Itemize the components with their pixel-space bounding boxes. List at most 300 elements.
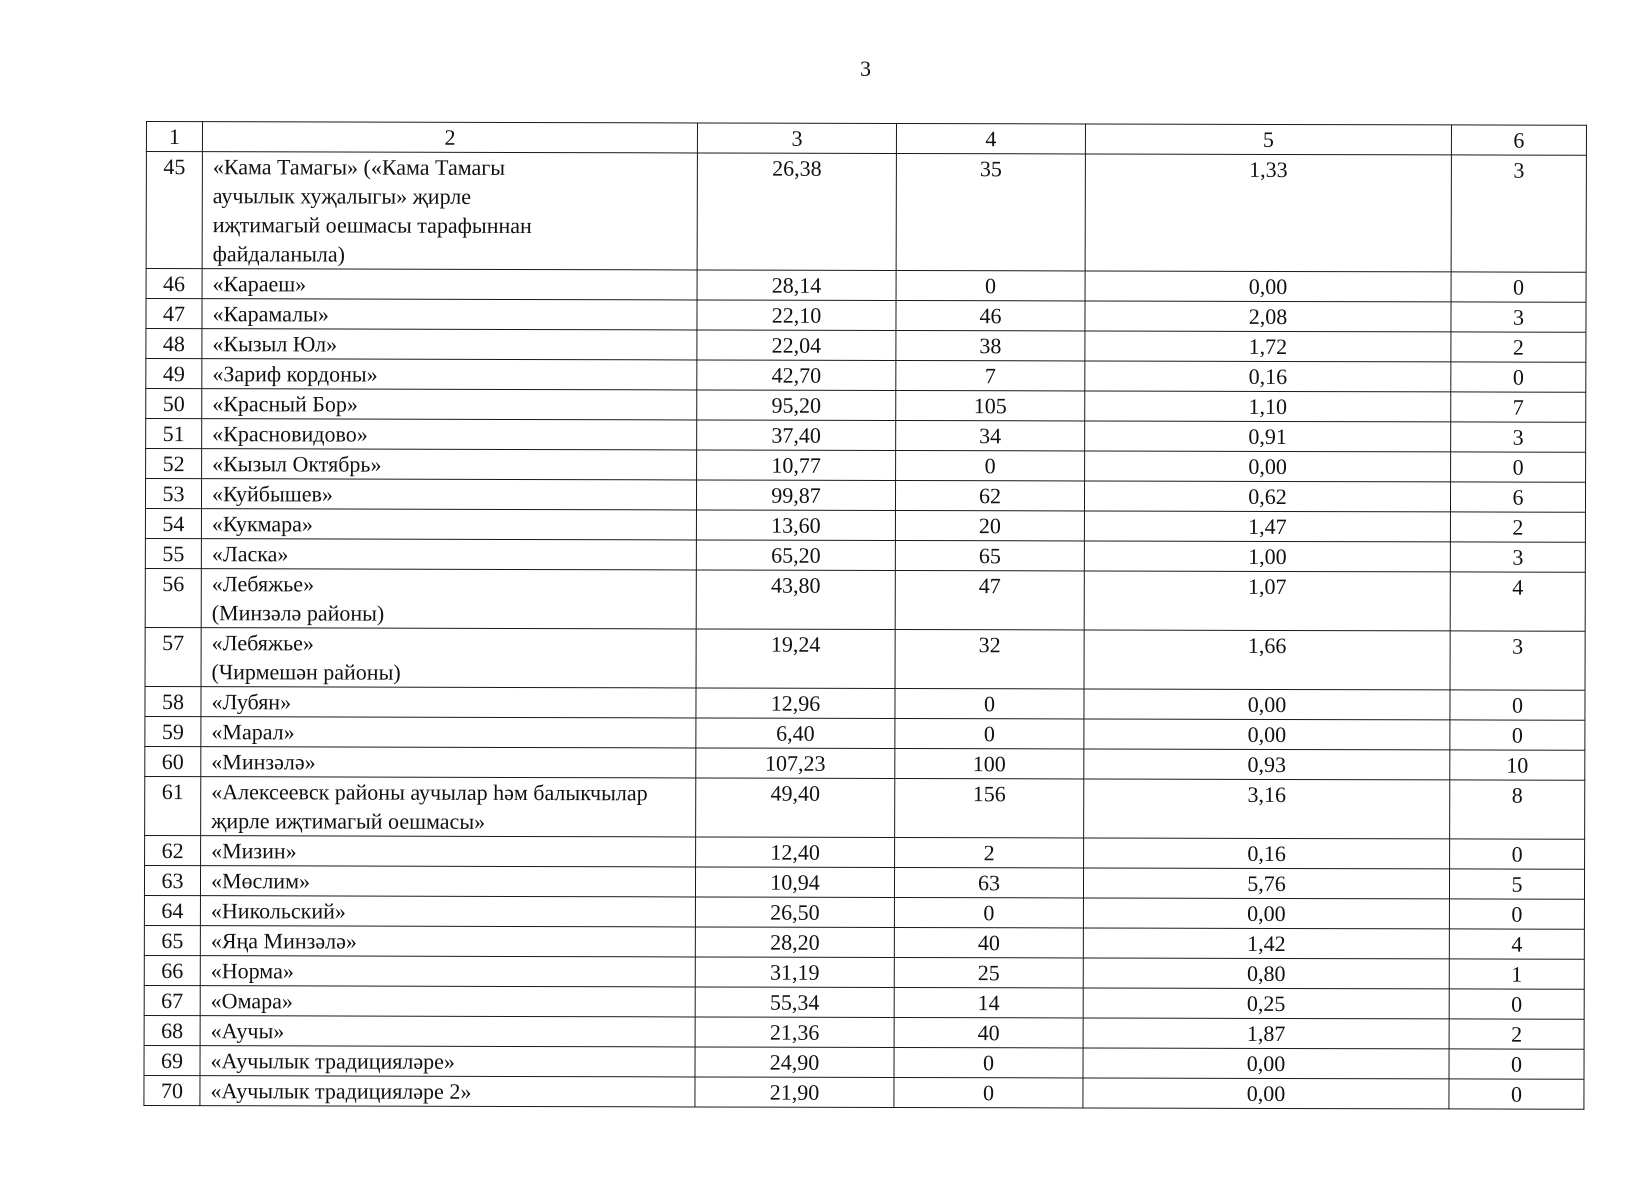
column-4-cell-text: 0 xyxy=(985,273,997,299)
column-6-cell xyxy=(1450,780,1585,839)
column-5-cell-text: 1,47 xyxy=(1248,513,1287,539)
column-3-cell xyxy=(696,837,895,868)
name-cell-text: «Аучылык традицияләре» xyxy=(210,1048,455,1074)
column-5-cell-text: 0,00 xyxy=(1248,453,1287,479)
name-cell xyxy=(202,449,697,480)
column-3-cell-text: 6,40 xyxy=(776,720,815,746)
column-6-cell-text: 1 xyxy=(1511,961,1523,987)
name-cell-text: «Марал» xyxy=(211,719,295,745)
column-3-cell xyxy=(697,153,896,271)
column-3-cell xyxy=(696,629,895,689)
column-3-cell-text: 21,36 xyxy=(769,1019,820,1045)
column-3-cell-text: 49,40 xyxy=(770,780,821,806)
column-3-cell xyxy=(696,480,895,511)
column-5-cell xyxy=(1083,1048,1449,1079)
table-row xyxy=(146,389,1586,423)
column-4-cell-text: 156 xyxy=(972,781,1006,807)
column-6-cell-text: 0 xyxy=(1511,692,1524,718)
column-5-cell-text: 0,16 xyxy=(1247,840,1286,866)
column-4-cell-text: 62 xyxy=(978,483,1002,509)
column-5-cell xyxy=(1083,988,1449,1019)
column-5-cell-text: 1,33 xyxy=(1249,156,1288,182)
table-row xyxy=(144,1045,1584,1079)
row-number-cell xyxy=(146,329,202,359)
name-cell-text: «Ласка» xyxy=(211,541,289,567)
row-number-cell xyxy=(145,776,201,835)
column-4-cell xyxy=(896,360,1085,390)
column-6-cell xyxy=(1450,750,1585,780)
column-4-cell-text: 25 xyxy=(977,960,1000,986)
column-5-cell-text: 1,42 xyxy=(1247,930,1286,956)
row-number-cell xyxy=(146,299,202,329)
name-cell xyxy=(201,569,696,629)
column-6-cell xyxy=(1451,392,1586,422)
table-row xyxy=(144,925,1584,959)
row-number-cell-text: 58 xyxy=(161,689,185,715)
column-6-cell xyxy=(1449,1049,1584,1079)
column-4-cell xyxy=(894,987,1083,1017)
column-6-cell-text: 0 xyxy=(1511,722,1523,748)
name-cell xyxy=(202,152,697,270)
column-5-cell-text: 2,08 xyxy=(1248,303,1288,329)
name-cell-text: «Кама Тамагы» («Кама Тамагы аучылык хуҗалыгы» җирле иҗтимагый оешмасы тарафыннан файдаланыла) xyxy=(212,154,532,267)
column-3-cell-text: 95,20 xyxy=(771,392,822,418)
column-4-cell xyxy=(895,540,1084,570)
row-number-cell xyxy=(146,449,202,479)
column-5-cell xyxy=(1085,331,1451,362)
row-number-cell xyxy=(145,746,201,776)
name-cell-text: «Караеш» xyxy=(212,271,307,297)
column-6-cell-text: 0 xyxy=(1511,841,1523,867)
data-table-container xyxy=(143,121,1587,1110)
column-4-cell-text: 0 xyxy=(983,691,996,717)
column-5-cell-text: 3,16 xyxy=(1247,781,1287,807)
column-6-cell-text: 3 xyxy=(1512,544,1524,570)
row-number-cell xyxy=(144,955,200,985)
table-header-row xyxy=(146,122,1586,156)
column-5-cell xyxy=(1084,838,1450,869)
column-5-cell-text: 0,16 xyxy=(1248,363,1288,389)
column-5-cell xyxy=(1084,719,1450,750)
column-4-cell-text: 63 xyxy=(977,870,1001,896)
row-number-cell-text: 51 xyxy=(162,421,185,447)
column-5-cell-text: 0,62 xyxy=(1248,483,1287,509)
column-6-cell xyxy=(1450,690,1585,720)
column-3-cell xyxy=(695,927,894,958)
name-cell-text: «Мизин» xyxy=(211,838,297,864)
column-header: 4 xyxy=(896,123,1085,153)
column-4-cell-text: 65 xyxy=(978,543,1001,569)
column-3-cell xyxy=(697,360,896,391)
column-3-cell xyxy=(697,300,896,331)
name-cell-text: «Кукмара» xyxy=(211,511,313,537)
row-number-cell xyxy=(144,1045,200,1075)
column-4-cell-text: 32 xyxy=(978,632,1001,658)
column-3-cell-text: 42,70 xyxy=(771,362,822,388)
column-6-cell xyxy=(1450,631,1585,690)
column-5-cell-text: 0,25 xyxy=(1246,990,1286,1016)
column-4-cell xyxy=(896,153,1085,270)
column-5-cell-text: 0,00 xyxy=(1247,721,1287,747)
column-4-cell xyxy=(894,957,1083,987)
column-6-cell-text: 0 xyxy=(1512,364,1524,390)
name-cell xyxy=(201,836,696,867)
name-cell xyxy=(201,479,696,510)
column-5-cell xyxy=(1083,928,1449,959)
column-4-cell-text: 46 xyxy=(979,303,1002,329)
row-number-cell-text: 63 xyxy=(161,868,184,894)
column-6-cell xyxy=(1450,512,1585,542)
name-cell xyxy=(201,717,696,748)
column-6-cell xyxy=(1451,422,1586,452)
row-number-cell-text: 65 xyxy=(161,928,184,954)
name-cell xyxy=(202,299,697,330)
name-cell xyxy=(201,777,696,837)
data-table xyxy=(143,121,1587,1110)
column-6-cell xyxy=(1451,302,1586,332)
column-3-cell xyxy=(697,330,896,361)
table-row xyxy=(145,538,1585,572)
column-4-cell xyxy=(895,688,1084,718)
table-row xyxy=(146,152,1586,273)
column-6-cell-text: 0 xyxy=(1511,991,1523,1017)
name-cell-text: «Никольский» xyxy=(210,898,346,924)
column-5-cell xyxy=(1084,749,1450,780)
column-3-cell xyxy=(695,1047,894,1078)
column-3-cell xyxy=(696,688,895,719)
row-number-cell xyxy=(145,538,201,568)
column-3-cell-text: 12,96 xyxy=(770,690,821,716)
name-cell xyxy=(201,628,696,688)
column-3-cell-text: 65,20 xyxy=(771,542,821,568)
table-row xyxy=(146,329,1586,363)
column-5-cell-text: 1,07 xyxy=(1248,573,1287,599)
column-3-cell-text: 31,19 xyxy=(769,959,820,985)
name-cell-text: «Лебяжье» (Минзәлә районы) xyxy=(211,571,385,626)
column-3-cell xyxy=(695,987,894,1018)
name-cell xyxy=(201,539,696,570)
row-number-cell xyxy=(145,627,201,686)
column-6-cell xyxy=(1450,572,1585,631)
name-cell-text: «Карамалы» xyxy=(212,301,329,327)
column-5-cell-text: 0,00 xyxy=(1246,1050,1286,1076)
column-4-cell-text: 34 xyxy=(979,423,1002,449)
column-5-cell xyxy=(1084,541,1450,572)
column-6-cell xyxy=(1451,452,1586,482)
column-4-cell-text: 0 xyxy=(983,721,995,747)
row-number-cell-text: 67 xyxy=(161,988,184,1014)
column-3-cell xyxy=(696,748,895,779)
row-number-cell-text: 53 xyxy=(162,481,185,507)
column-6-cell xyxy=(1451,332,1586,362)
column-4-cell-text: 38 xyxy=(979,333,1002,359)
column-3-cell xyxy=(696,778,895,838)
name-cell xyxy=(200,866,695,897)
name-cell xyxy=(202,419,697,450)
column-5-cell xyxy=(1084,689,1450,720)
column-5-cell-text: 0,00 xyxy=(1247,691,1287,717)
column-6-cell xyxy=(1449,929,1584,959)
name-cell-text: «Омара» xyxy=(210,988,293,1014)
name-cell xyxy=(200,1016,695,1047)
row-number-cell-text: 47 xyxy=(162,301,186,327)
row-number-cell-text: 56 xyxy=(162,571,185,597)
column-6-cell-text: 10 xyxy=(1506,752,1529,778)
column-4-cell-text: 7 xyxy=(984,363,996,389)
row-number-cell-text: 49 xyxy=(162,361,185,387)
column-4-cell xyxy=(896,420,1085,450)
column-6-cell xyxy=(1449,1079,1584,1109)
table-row xyxy=(144,1015,1584,1049)
column-5-cell-text: 5,76 xyxy=(1247,870,1286,896)
name-cell-text: «Яңа Минзәлә» xyxy=(210,928,357,954)
table-row xyxy=(145,508,1585,542)
row-number-cell xyxy=(146,152,202,269)
column-6-cell xyxy=(1449,1019,1584,1049)
name-cell xyxy=(201,747,696,778)
column-4-cell xyxy=(896,300,1085,330)
column-3-cell-text: 26,38 xyxy=(772,155,822,181)
column-3-cell-text: 22,04 xyxy=(771,332,822,358)
column-3-cell xyxy=(697,420,896,451)
column-3-cell xyxy=(696,718,895,749)
column-5-cell-text: 0,93 xyxy=(1247,751,1287,777)
name-cell-text: «Норма» xyxy=(210,958,294,984)
table-row xyxy=(146,449,1586,483)
row-number-cell-text: 59 xyxy=(161,719,184,745)
name-cell xyxy=(200,986,695,1017)
column-4-cell-text: 40 xyxy=(977,930,1000,956)
column-4-cell xyxy=(895,837,1084,867)
row-number-cell xyxy=(146,389,202,419)
name-cell xyxy=(202,329,697,360)
column-5-cell-text: 1,72 xyxy=(1248,333,1288,359)
row-number-cell xyxy=(145,479,201,509)
column-6-cell-text: 4 xyxy=(1511,931,1523,957)
column-3-cell-text: 12,40 xyxy=(770,839,820,865)
column-4-cell-text: 0 xyxy=(983,900,995,926)
column-4-cell xyxy=(894,897,1083,927)
column-6-cell-text: 2 xyxy=(1511,1021,1523,1047)
row-number-cell-text: 50 xyxy=(162,391,185,417)
name-cell xyxy=(200,926,695,957)
column-5-cell xyxy=(1083,1078,1449,1109)
column-4-cell xyxy=(895,748,1084,778)
column-6-cell-text: 3 xyxy=(1513,157,1525,183)
table-row xyxy=(146,269,1586,303)
column-4-cell-text: 105 xyxy=(973,393,1007,419)
column-3-cell-text: 10,77 xyxy=(771,452,821,478)
table-row xyxy=(145,776,1585,839)
column-4-cell-text: 0 xyxy=(982,1080,994,1106)
column-3-cell-text: 37,40 xyxy=(771,422,821,448)
column-5-cell-text: 1,66 xyxy=(1247,632,1287,658)
column-3-cell xyxy=(695,957,894,988)
column-4-cell xyxy=(894,1047,1083,1077)
row-number-cell xyxy=(146,269,202,299)
column-3-cell-text: 24,90 xyxy=(769,1049,820,1075)
column-5-cell-text: 0,00 xyxy=(1247,900,1286,926)
column-5-cell-text: 0,00 xyxy=(1248,273,1288,299)
column-6-cell-text: 0 xyxy=(1511,901,1523,927)
name-cell-text: «Лубян» xyxy=(211,689,292,715)
column-5-cell-text: 0,91 xyxy=(1248,423,1287,449)
column-5-cell-text: 1,00 xyxy=(1248,543,1287,569)
column-3-cell-text: 26,50 xyxy=(770,899,820,925)
row-number-cell-text: 62 xyxy=(161,838,184,864)
column-3-cell-text: 107,23 xyxy=(765,750,826,776)
column-5-cell xyxy=(1085,391,1451,422)
row-number-cell-text: 70 xyxy=(160,1078,183,1104)
name-cell-text: «Аучылык традицияләре 2» xyxy=(210,1078,472,1104)
name-cell xyxy=(200,1076,695,1107)
row-number-cell-text: 66 xyxy=(161,958,184,984)
table-row xyxy=(144,865,1584,899)
table-row xyxy=(144,955,1584,989)
column-5-cell xyxy=(1085,421,1451,452)
column-3-cell-text: 19,24 xyxy=(770,631,821,657)
row-number-cell-text: 46 xyxy=(163,271,186,297)
column-4-cell xyxy=(896,270,1085,300)
column-5-cell xyxy=(1084,511,1450,542)
column-4-cell-text: 100 xyxy=(972,751,1006,777)
name-cell xyxy=(200,956,695,987)
column-6-cell xyxy=(1451,362,1586,392)
column-4-cell-text: 35 xyxy=(979,156,1002,182)
name-cell xyxy=(201,687,696,718)
column-5-cell-text: 1,10 xyxy=(1248,393,1288,419)
column-6-cell xyxy=(1450,542,1585,572)
column-6-cell xyxy=(1450,839,1585,869)
table-row xyxy=(146,299,1586,333)
column-6-cell-text: 5 xyxy=(1511,871,1523,897)
name-cell-text: «Кызыл Октябрь» xyxy=(212,451,382,477)
row-number-cell-text: 55 xyxy=(162,541,185,567)
row-number-cell-text: 57 xyxy=(162,630,185,656)
column-3-cell-text: 55,34 xyxy=(769,989,820,1015)
column-4-cell xyxy=(896,390,1085,420)
name-cell xyxy=(201,509,696,540)
table-row xyxy=(144,1075,1584,1109)
column-header: 5 xyxy=(1085,124,1451,155)
column-5-cell xyxy=(1085,154,1451,272)
table-row xyxy=(144,985,1584,1019)
column-header: 1 xyxy=(146,122,202,152)
column-4-cell xyxy=(896,450,1085,480)
column-4-cell xyxy=(895,778,1084,837)
column-4-cell xyxy=(895,480,1084,510)
column-4-cell xyxy=(895,510,1084,540)
row-number-cell xyxy=(145,508,201,538)
name-cell xyxy=(200,1046,695,1077)
name-cell xyxy=(202,389,697,420)
name-cell xyxy=(202,269,697,300)
name-cell-text: «Мөслим» xyxy=(210,868,311,894)
row-number-cell-text: 52 xyxy=(162,451,185,477)
column-5-cell xyxy=(1083,898,1449,929)
column-3-cell xyxy=(695,1077,894,1108)
table-row xyxy=(145,568,1585,631)
column-4-cell-text: 40 xyxy=(977,1020,1000,1046)
name-cell-text: «Зариф кордоны» xyxy=(212,361,378,387)
column-6-cell-text: 2 xyxy=(1512,334,1524,360)
table-row xyxy=(144,895,1584,929)
row-number-cell-text: 68 xyxy=(161,1018,184,1044)
column-6-cell-text: 0 xyxy=(1512,454,1524,480)
column-6-cell xyxy=(1449,989,1584,1019)
row-number-cell xyxy=(146,419,202,449)
table-row xyxy=(146,359,1586,393)
row-number-cell-text: 61 xyxy=(161,779,184,805)
column-3-cell xyxy=(697,390,896,421)
column-5-cell-text: 1,87 xyxy=(1246,1020,1286,1046)
column-6-cell-text: 8 xyxy=(1511,782,1523,808)
column-4-cell xyxy=(895,718,1084,748)
row-number-cell-text: 54 xyxy=(162,511,185,537)
row-number-cell-text: 48 xyxy=(162,331,185,357)
column-6-cell xyxy=(1450,482,1585,512)
column-6-cell xyxy=(1449,959,1584,989)
column-5-cell xyxy=(1083,1018,1449,1049)
table-row xyxy=(145,479,1585,513)
row-number-cell xyxy=(144,1075,200,1105)
column-3-cell-text: 43,80 xyxy=(771,572,821,598)
column-5-cell xyxy=(1085,271,1451,302)
column-6-cell-text: 6 xyxy=(1512,484,1524,510)
row-number-cell xyxy=(144,925,200,955)
name-cell xyxy=(200,896,695,927)
column-4-cell xyxy=(895,570,1084,629)
column-6-cell xyxy=(1449,869,1584,899)
column-5-cell xyxy=(1085,301,1451,332)
row-number-cell-text: 45 xyxy=(163,154,186,180)
row-number-cell-text: 64 xyxy=(161,898,184,924)
column-6-cell xyxy=(1449,899,1584,929)
column-5-cell xyxy=(1083,958,1449,989)
row-number-cell xyxy=(144,985,200,1015)
row-number-cell xyxy=(145,686,201,716)
column-6-cell xyxy=(1450,720,1585,750)
column-4-cell-text: 47 xyxy=(978,573,1001,599)
column-3-cell-text: 10,94 xyxy=(770,869,820,895)
name-cell-text: «Куйбышев» xyxy=(211,481,333,507)
column-4-cell-text: 14 xyxy=(977,990,1000,1016)
table-row xyxy=(145,746,1585,780)
column-4-cell-text: 20 xyxy=(978,513,1001,539)
name-cell-text: «Алексеевск районы аучылар һәм балыкчылар җирле иҗтимагый оешмасы» xyxy=(211,779,648,834)
column-4-cell xyxy=(894,927,1083,957)
name-cell-text: «Минзәлә» xyxy=(211,749,316,775)
column-4-cell-text: 0 xyxy=(984,453,996,479)
column-3-cell-text: 21,90 xyxy=(769,1079,820,1105)
column-6-cell-text: 2 xyxy=(1512,514,1524,540)
row-number-cell-text: 60 xyxy=(161,749,184,775)
row-number-cell xyxy=(146,359,202,389)
column-5-cell xyxy=(1083,868,1449,899)
name-cell-text: «Красный Бор» xyxy=(212,391,358,417)
column-3-cell xyxy=(697,270,896,301)
table-row xyxy=(145,627,1585,690)
column-5-cell xyxy=(1084,571,1450,631)
column-3-cell-text: 99,87 xyxy=(771,482,821,508)
row-number-cell xyxy=(145,835,201,865)
column-4-cell xyxy=(894,1017,1083,1047)
column-3-cell-text: 22,10 xyxy=(771,302,822,328)
column-3-cell xyxy=(695,1017,894,1048)
column-4-cell xyxy=(894,867,1083,897)
table-row xyxy=(145,835,1585,869)
column-3-cell xyxy=(696,510,895,541)
